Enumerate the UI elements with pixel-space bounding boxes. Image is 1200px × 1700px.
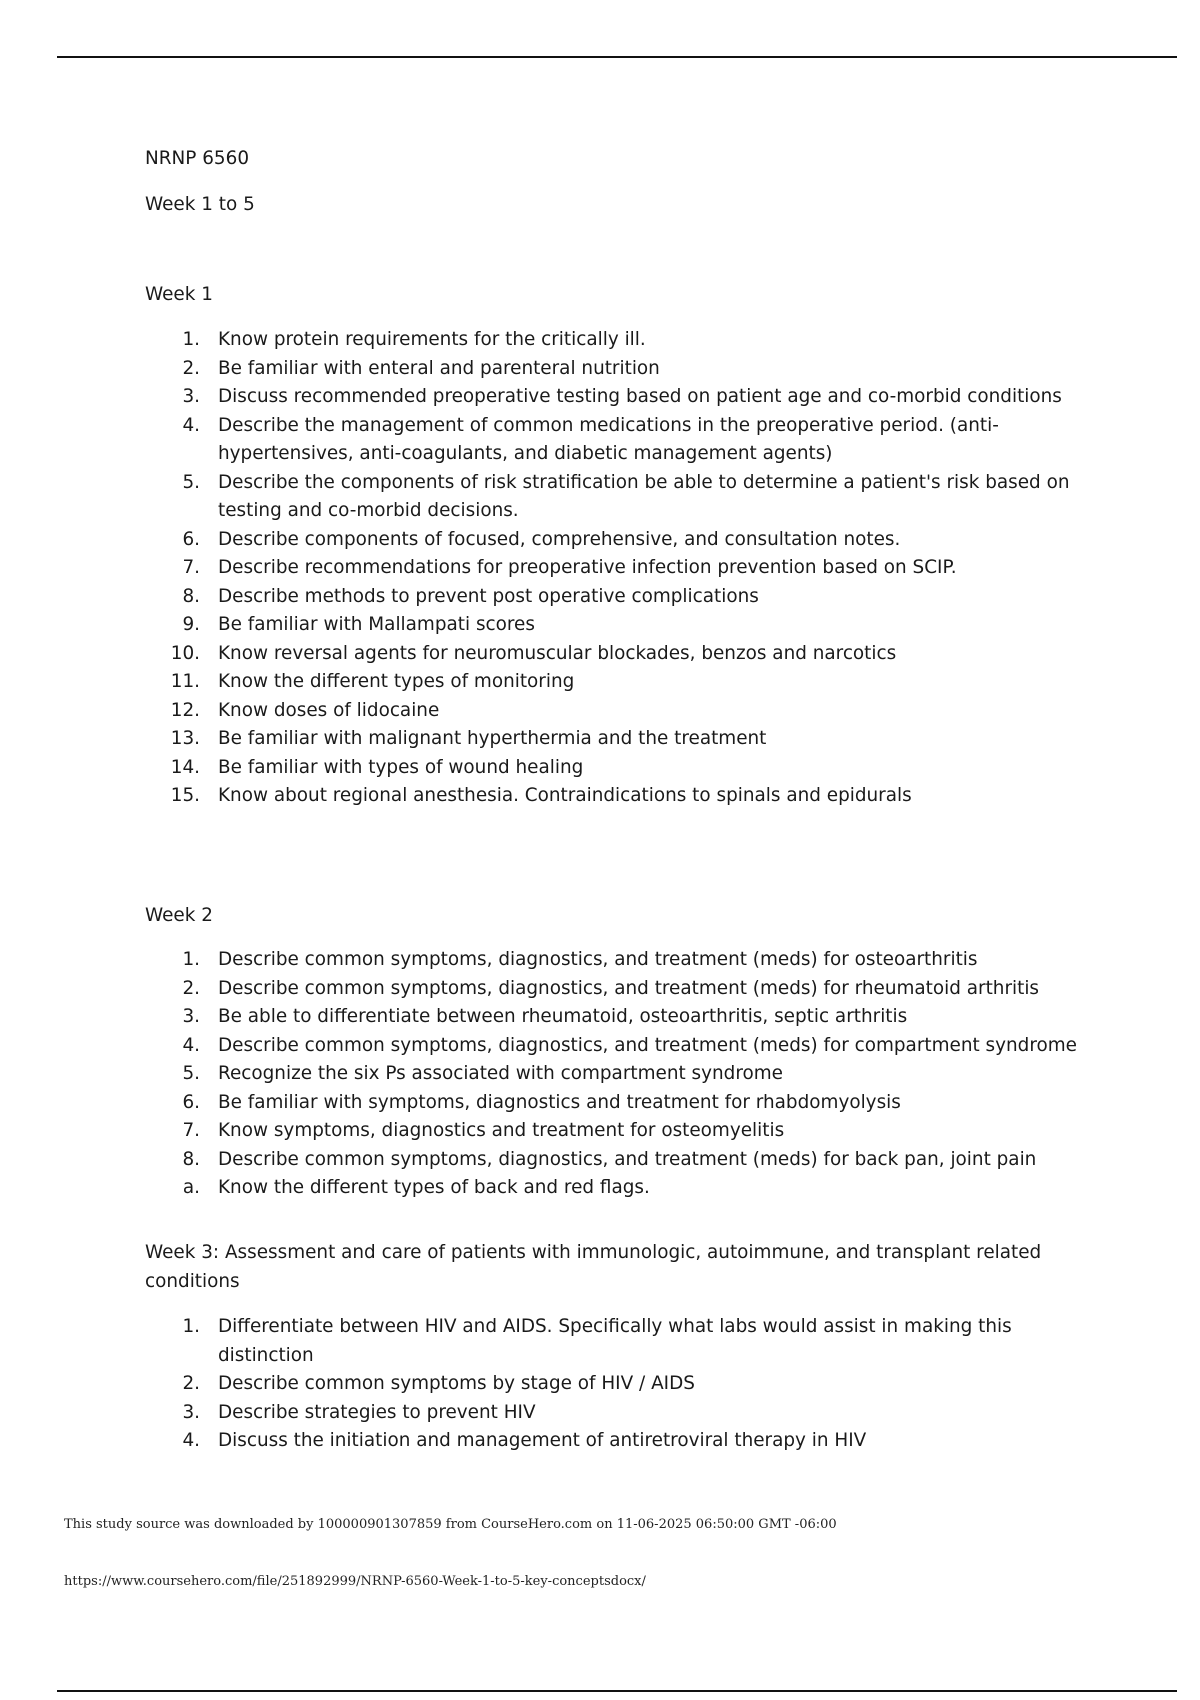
- list-item: 3. Be able to differentiate between rheumatoid, osteoarthritis, septic arthritis: [182, 1006, 908, 1027]
- list-item: 1. Describe common symptoms, diagnostics, and treatment (meds) for osteoarthritis: [182, 949, 978, 970]
- list-item: 15. Know about regional anesthesia. Contraindications to spinals and epidurals: [170, 785, 912, 806]
- week-1-list: [145, 326, 1105, 811]
- list-item: 1. Differentiate between HIV and AIDS. Specifically what labs would assist in making this distinction: [182, 1316, 1012, 1366]
- document-subtitle: Week 1 to 5: [145, 194, 255, 215]
- week-3-list: [145, 1313, 1105, 1456]
- top-divider: [57, 56, 1177, 58]
- week-2-heading: Week 2: [145, 905, 213, 926]
- week-1-heading: Week 1: [145, 284, 213, 305]
- list-item: 2. Describe common symptoms, diagnostics, and treatment (meds) for rheumatoid arthritis: [182, 977, 1040, 999]
- list-item: 5. Describe the components of risk stratification be able to determine a patient's risk based on testing and co-morbid decisions.: [182, 471, 1070, 521]
- list-item: 9. Be familiar with Mallampati scores: [182, 614, 535, 635]
- list-item: 8. Describe methods to prevent post operative complications: [182, 585, 759, 607]
- list-item: 2. Be familiar with enteral and parenteral nutrition: [182, 357, 660, 379]
- list-item: 4. Discuss the initiation and management of antiretroviral therapy in HIV: [182, 1430, 867, 1451]
- list-item: 3. Describe strategies to prevent HIV: [182, 1401, 536, 1423]
- list-item: 6. Describe components of focused, comprehensive, and consultation notes.: [182, 528, 901, 550]
- week-3-heading: Week 3: Assessment and care of patients with immunologic, autoimmune, and transplant related conditions: [145, 1242, 1042, 1292]
- list-item: 11. Know the different types of monitoring: [170, 671, 575, 692]
- list-item: 3. Discuss recommended preoperative testing based on patient age and co-morbid conditions: [182, 386, 1062, 407]
- source-url[interactable]: https://www.coursehero.com/file/251892999/NRNP-6560-Week-1-to-5-key-conceptsdocx/: [64, 1574, 646, 1589]
- list-item: 4. Describe the management of common medications in the preoperative period. (anti-hypertensives, anti-coagulants, and diabetic management agents): [182, 414, 999, 464]
- list-item: 2. Describe common symptoms by stage of HIV / AIDS: [182, 1373, 695, 1394]
- list-item: 7. Describe recommendations for preoperative infection prevention based on SCIP.: [182, 557, 957, 578]
- list-item: 13. Be familiar with malignant hyperthermia and the treatment: [170, 728, 767, 749]
- list-item: 4. Describe common symptoms, diagnostics, and treatment (meds) for compartment syndrome: [182, 1034, 1077, 1056]
- sub-list-item: a. Know the different types of back and red flags.: [182, 1177, 650, 1198]
- list-item: 8. Describe common symptoms, diagnostics, and treatment (meds) for back pan, joint pain: [182, 1148, 1037, 1170]
- list-item: 12. Know doses of lidocaine: [170, 699, 440, 721]
- course-code: NRNP 6560: [145, 148, 250, 169]
- list-item: 10. Know reversal agents for neuromuscular blockades, benzos and narcotics: [170, 642, 897, 664]
- list-item: 7. Know symptoms, diagnostics and treatment for osteomyelitis: [182, 1120, 785, 1141]
- week-2-list: [145, 946, 1105, 1203]
- bottom-divider: [57, 1690, 1177, 1692]
- list-item: 6. Be familiar with symptoms, diagnostics and treatment for rhabdomyolysis: [182, 1091, 901, 1113]
- list-item: 14. Be familiar with types of wound healing: [170, 756, 584, 778]
- list-item: 1. Know protein requirements for the critically ill.: [182, 329, 646, 350]
- download-notice: This study source was downloaded by 100000901307859 from CourseHero.com on 11-06-2025 06:50:00 GMT -06:00: [64, 1517, 837, 1532]
- list-item: 5. Recognize the six Ps associated with compartment syndrome: [182, 1063, 783, 1084]
